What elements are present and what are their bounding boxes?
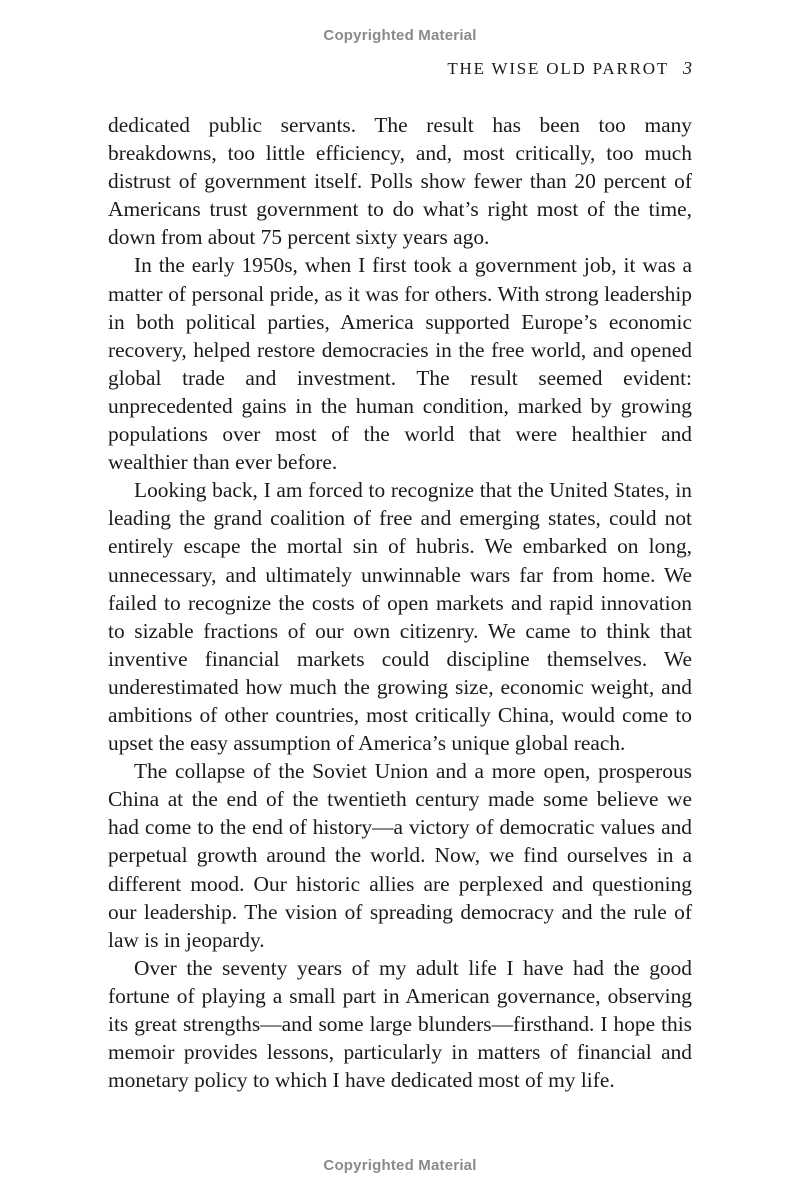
page-number: 3 — [683, 58, 692, 78]
body-text — [108, 111, 692, 1094]
paragraph: Looking back, I am forced to recognize that the United States, in leading the grand coalition of free and emerging states, could not entirely escape the mortal sin of hubris. We embarked on long, unnecessary, and ultimately unwinnable wars far from home. We failed to recognize the costs of open markets and rapid innovation to sizable fractions of our own citizenry. We came to think that inventive financial markets could discipline themselves. We underestimated how much the growing size, economic weight, and ambitions of other countries, most critically China, would come to upset the easy assumption of America’s unique global reach. — [108, 478, 692, 756]
running-head — [447, 58, 692, 79]
paragraph: Over the seventy years of my adult life I have had the good fortune of playing a small part in American governance, observing its great strengths—and some large blunders—firsthand. I hope this memoir provides lessons, particularly in matters of financial and monetary policy to which I have dedicated most of my life. — [108, 955, 692, 1093]
copyright-watermark-top: Copyrighted Material — [323, 27, 477, 44]
paragraph: The collapse of the Soviet Union and a more open, prosperous China at the end of the twentieth century made some believe we had come to the end of history—a victory of democratic values and perpetual growth around the world. Now, we find ourselves in a different mood. Our historic allies are perplexed and questioning our leadership. The vision of spreading democracy and the rule of law is in jeopardy. — [108, 759, 692, 952]
paragraph: In the early 1950s, when I first took a government job, it was a matter of personal pride, as it was for others. With strong leadership in both political parties, America supported Europe’s economic recovery, helped restore democracies in the free world, and opened global trade and investment. The result seemed evident: unprecedented gains in the human condition, marked by growing populations over most of the world that were healthier and wealthier than ever before. — [108, 253, 692, 475]
copyright-watermark-bottom: Copyrighted Material — [323, 1157, 477, 1174]
running-title: THE WISE OLD PARROT — [447, 59, 669, 78]
paragraph-continued: dedicated public servants. The result has been too many breakdowns, too little efficiency, and, most critically, too much distrust of government itself. Polls show fewer than 20 percent of Americans trust government to do what’s right most of the time, down from about 75 percent sixty years ago. — [108, 113, 692, 250]
